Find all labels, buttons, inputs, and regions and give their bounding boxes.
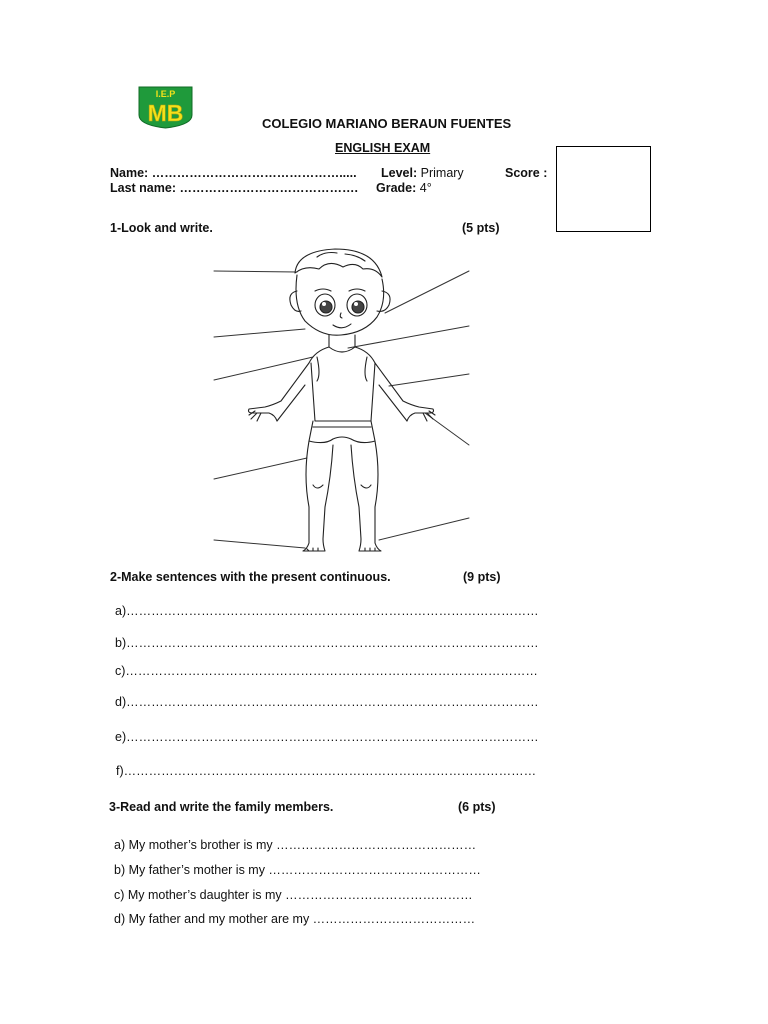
family-item-a[interactable]: a) My mother’s brother is my ………………………………………… (114, 838, 477, 852)
grade-label: Grade: (376, 181, 417, 195)
exam-title: ENGLISH EXAM (335, 141, 431, 155)
lastname-row (110, 181, 358, 195)
name-row (110, 166, 357, 180)
family-item-c[interactable]: c) My mother’s daughter is my ……………………………………… (114, 888, 473, 902)
label-lines (214, 271, 469, 548)
body-parts-figure (205, 245, 480, 563)
family-item-d[interactable]: d) My father and my mother are my ………………………………… (114, 912, 476, 926)
section1-points: (5 pts) (462, 221, 500, 235)
logo-letters: MB (147, 100, 184, 126)
section2-title: 2-Make sentences with the present continuous. (110, 570, 391, 584)
sentence-line-e[interactable]: e)……………………………………………………………………………………… (115, 730, 539, 744)
lastname-field[interactable]: ……………………………………. (179, 181, 358, 195)
sentence-line-a[interactable]: a)……………………………………………………………………………………… (115, 604, 539, 618)
school-logo (137, 85, 194, 129)
section3-title: 3-Read and write the family members. (109, 800, 334, 814)
logo-top-text: I.E.P (155, 89, 176, 99)
level-row (381, 166, 464, 180)
level-value: Primary (420, 166, 464, 180)
sentence-line-b[interactable]: b)……………………………………………………………………………………… (115, 636, 539, 650)
section1-title: 1-Look and write. (110, 221, 213, 235)
section3-points: (6 pts) (458, 800, 496, 814)
grade-row (376, 181, 432, 195)
sentence-line-c[interactable]: c)……………………………………………………………………………………… (115, 664, 538, 678)
name-label: Name: (110, 166, 149, 180)
score-box[interactable] (556, 146, 651, 232)
sentence-line-d[interactable]: d)……………………………………………………………………………………… (115, 695, 539, 709)
score-label: Score : (505, 166, 548, 180)
section2-points: (9 pts) (463, 570, 501, 584)
level-label: Level: (381, 166, 418, 180)
lastname-label: Last name: (110, 181, 176, 195)
name-field[interactable]: ………………………………………..... (151, 166, 357, 180)
sentence-line-f[interactable]: f)……………………………………………………………………………………… (116, 764, 537, 778)
grade-value: 4° (419, 181, 432, 195)
school-name: COLEGIO MARIANO BERAUN FUENTES (262, 116, 512, 131)
family-item-b[interactable]: b) My father’s mother is my …………………………………………… (114, 863, 481, 877)
